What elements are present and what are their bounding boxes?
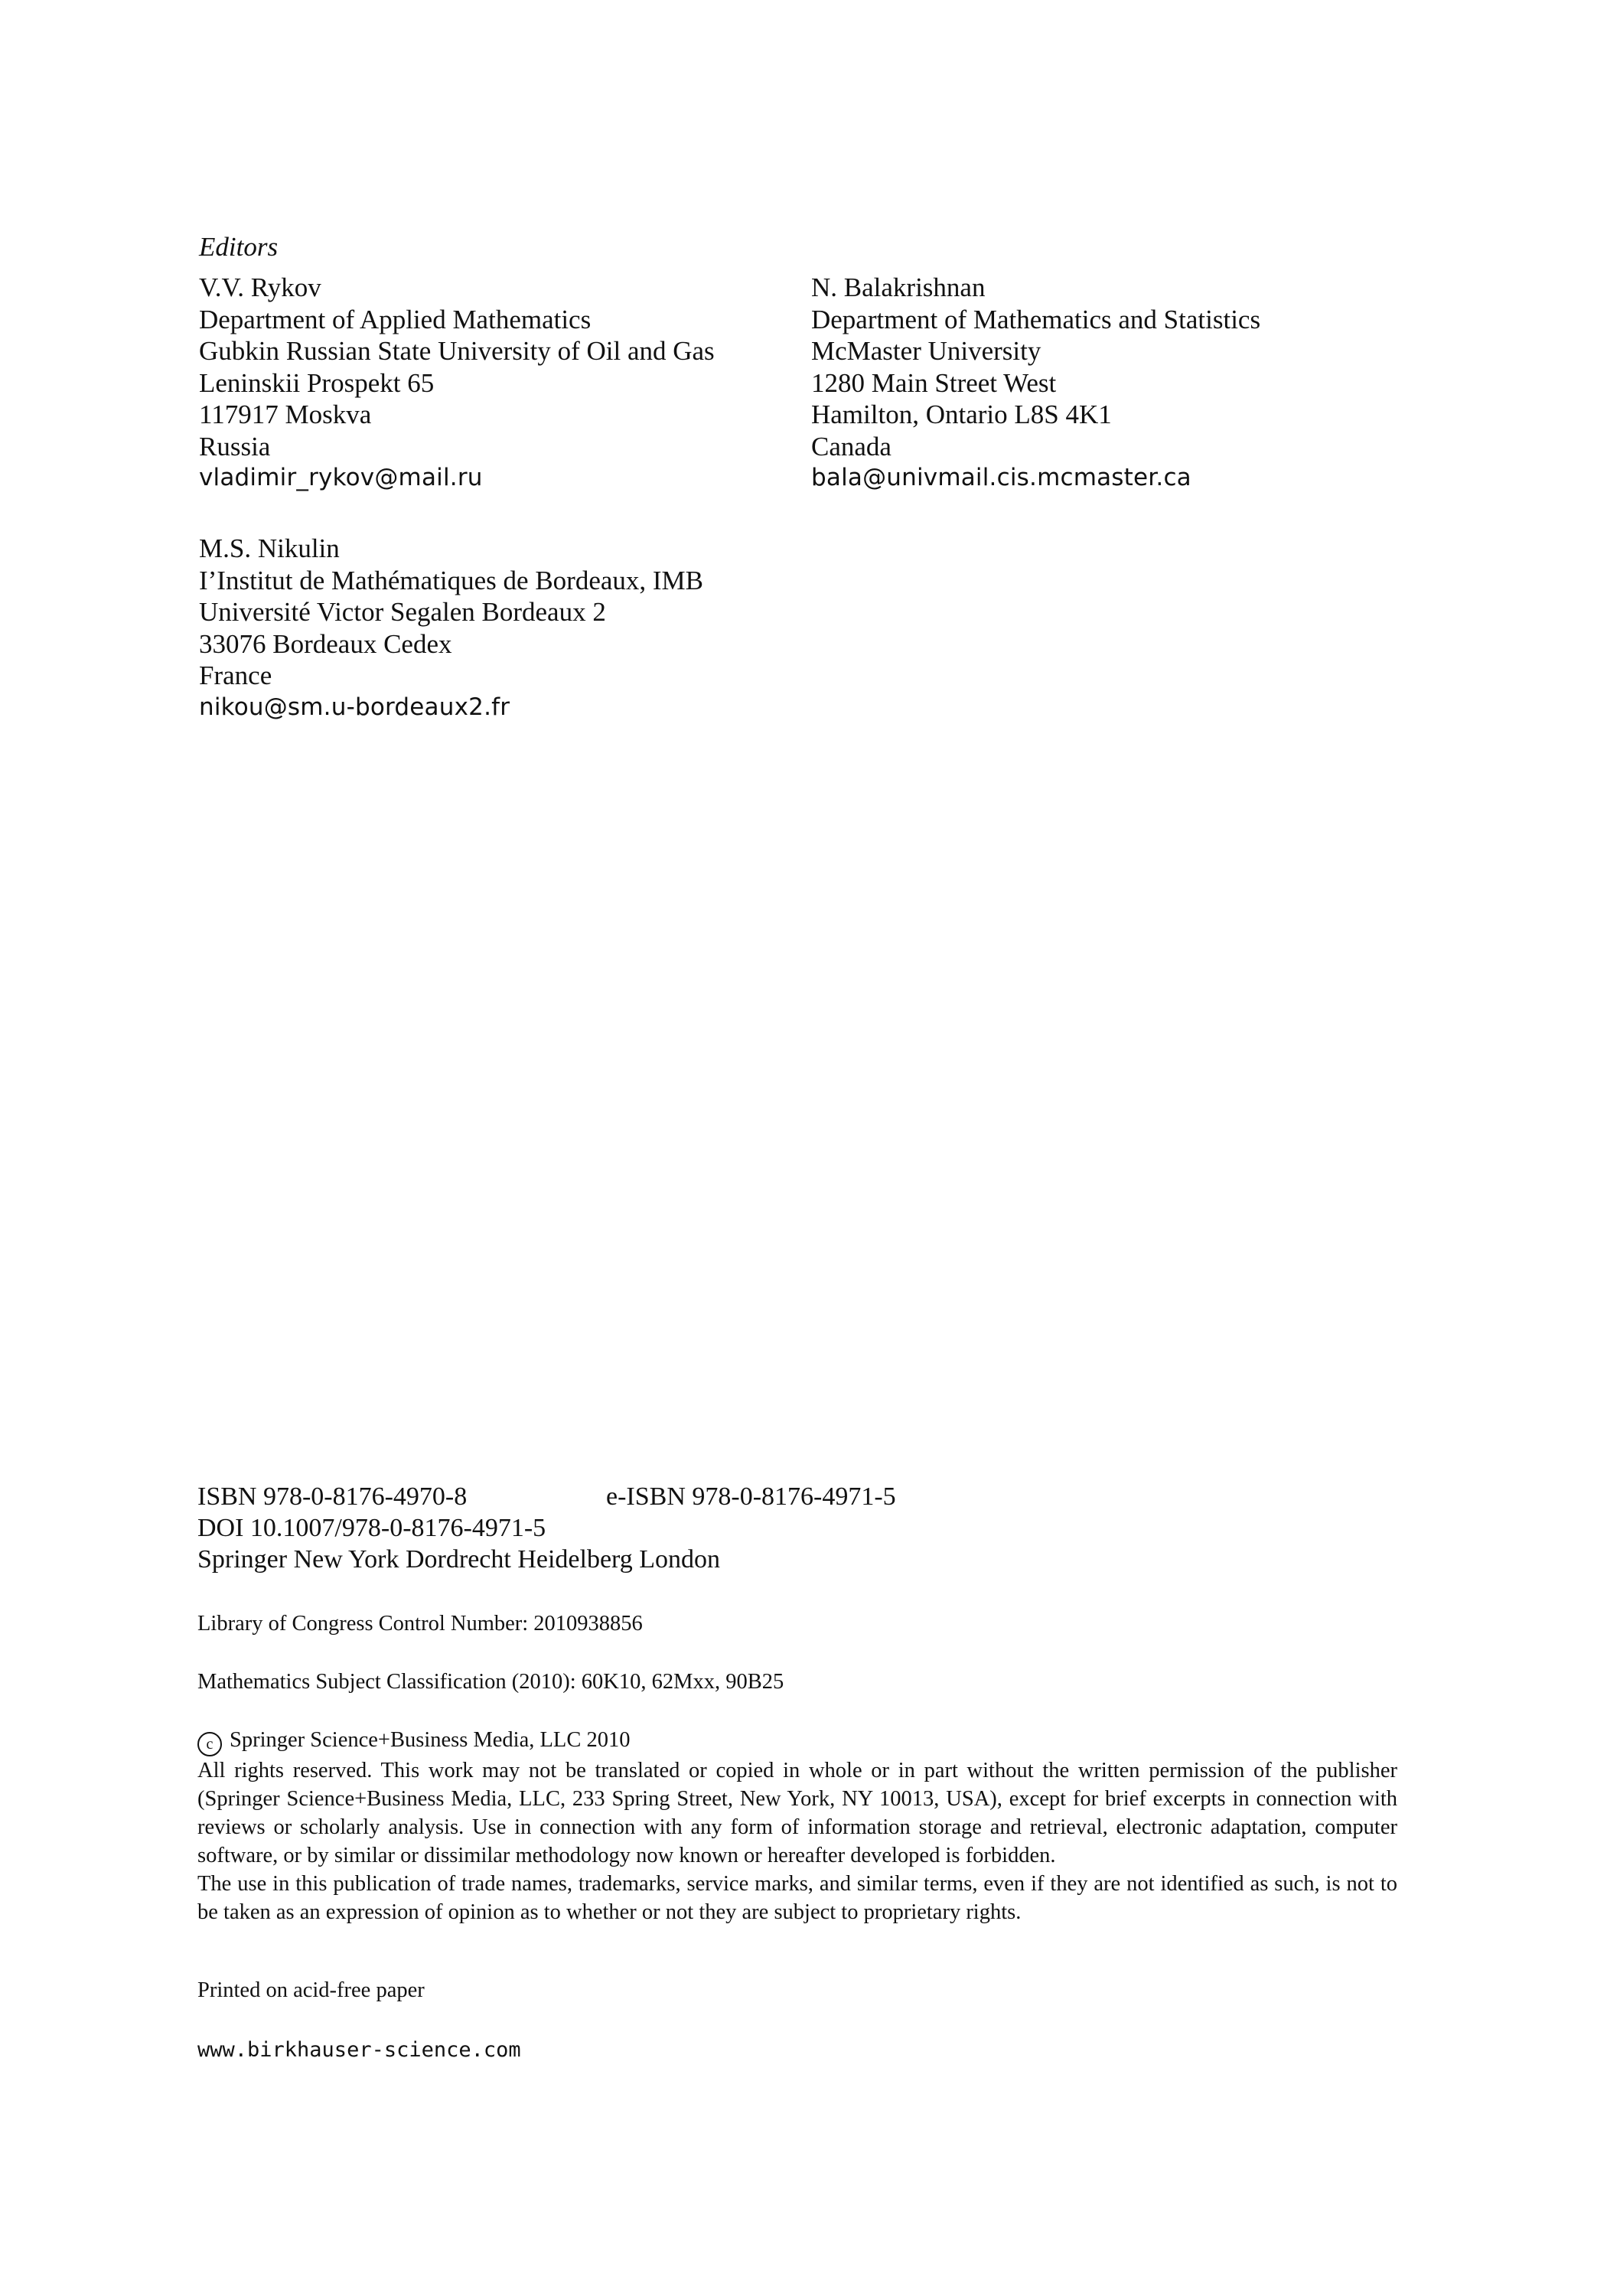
address-line: Gubkin Russian State University of Oil and Gas bbox=[199, 336, 715, 366]
editor-email: vladimir_rykov@mail.ru bbox=[199, 464, 483, 491]
address-line: McMaster University bbox=[811, 336, 1041, 366]
editor-address-balakrishnan bbox=[811, 272, 1260, 494]
printed-note: Printed on acid-free paper bbox=[197, 1978, 425, 2002]
doi: DOI 10.1007/978-0-8176-4971-5 bbox=[197, 1514, 546, 1542]
address-line: Université Victor Segalen Bordeaux 2 bbox=[199, 597, 606, 627]
lccn-line: Library of Congress Control Number: 2010938856 bbox=[197, 1612, 643, 1636]
address-line: Canada bbox=[811, 431, 892, 461]
msc-line: Mathematics Subject Classification (2010): 60K10, 62Mxx, 90B25 bbox=[197, 1670, 784, 1694]
copyright-icon: c bbox=[197, 1732, 222, 1756]
isbn-block bbox=[197, 1481, 896, 1575]
editor-address-nikulin bbox=[199, 533, 703, 723]
editor-name: V.V. Rykov bbox=[199, 272, 321, 302]
address-line: Department of Mathematics and Statistics bbox=[811, 304, 1261, 334]
website-link[interactable]: www.birkhauser-science.com bbox=[197, 2038, 521, 2062]
copyright-holder: Springer Science+Business Media, LLC 2010 bbox=[230, 1728, 631, 1752]
address-line: Russia bbox=[199, 431, 271, 461]
address-line: Department of Applied Mathematics bbox=[199, 304, 592, 334]
address-line: Hamilton, Ontario L8S 4K1 bbox=[811, 400, 1112, 429]
address-line: 117917 Moskva bbox=[199, 400, 372, 429]
rights-notice bbox=[197, 1726, 1397, 1926]
isbn-row bbox=[197, 1481, 896, 1512]
address-line: France bbox=[199, 660, 272, 690]
editor-name: N. Balakrishnan bbox=[811, 272, 986, 302]
copyright-line bbox=[197, 1726, 1397, 1756]
address-line: I’Institut de Mathématiques de Bordeaux, IMB bbox=[199, 565, 704, 595]
address-line: Leninskii Prospekt 65 bbox=[199, 367, 435, 398]
eisbn: e-ISBN 978-0-8176-4971-5 bbox=[606, 1482, 896, 1511]
isbn: ISBN 978-0-8176-4970-8 bbox=[197, 1482, 468, 1511]
address-line: 1280 Main Street West bbox=[811, 367, 1057, 398]
trademark-paragraph: The use in this publication of trade names, trademarks, service marks, and similar terms, even if they are not identified as such, is not to be taken as an expression of opinion as to whether or not they are subject to proprietary rights. bbox=[197, 1872, 1397, 1924]
address-line: 33076 Bordeaux Cedex bbox=[199, 628, 452, 659]
editor-email: nikou@sm.u-bordeaux2.fr bbox=[199, 693, 510, 721]
editor-address-rykov bbox=[199, 272, 715, 494]
rights-paragraph: All rights reserved. This work may not be translated or copied in whole or in part without the written permission of the publisher (Springer Science+Business Media, LLC, 233 Spring Street, New York, NY 10013, USA), except for brief excerpts in connection with reviews or scholarly analysis. Use in connection with any form of information storage and retrieval, electronic adaptation, computer software, or by similar or dissimilar methodology now known or hereafter developed is forbidden. bbox=[197, 1759, 1397, 1867]
editor-email: bala@univmail.cis.mcmaster.ca bbox=[811, 464, 1191, 491]
editor-name: M.S. Nikulin bbox=[199, 533, 340, 563]
editors-heading: Editors bbox=[199, 232, 279, 262]
publisher-cities: Springer New York Dordrecht Heidelberg London bbox=[197, 1545, 721, 1574]
